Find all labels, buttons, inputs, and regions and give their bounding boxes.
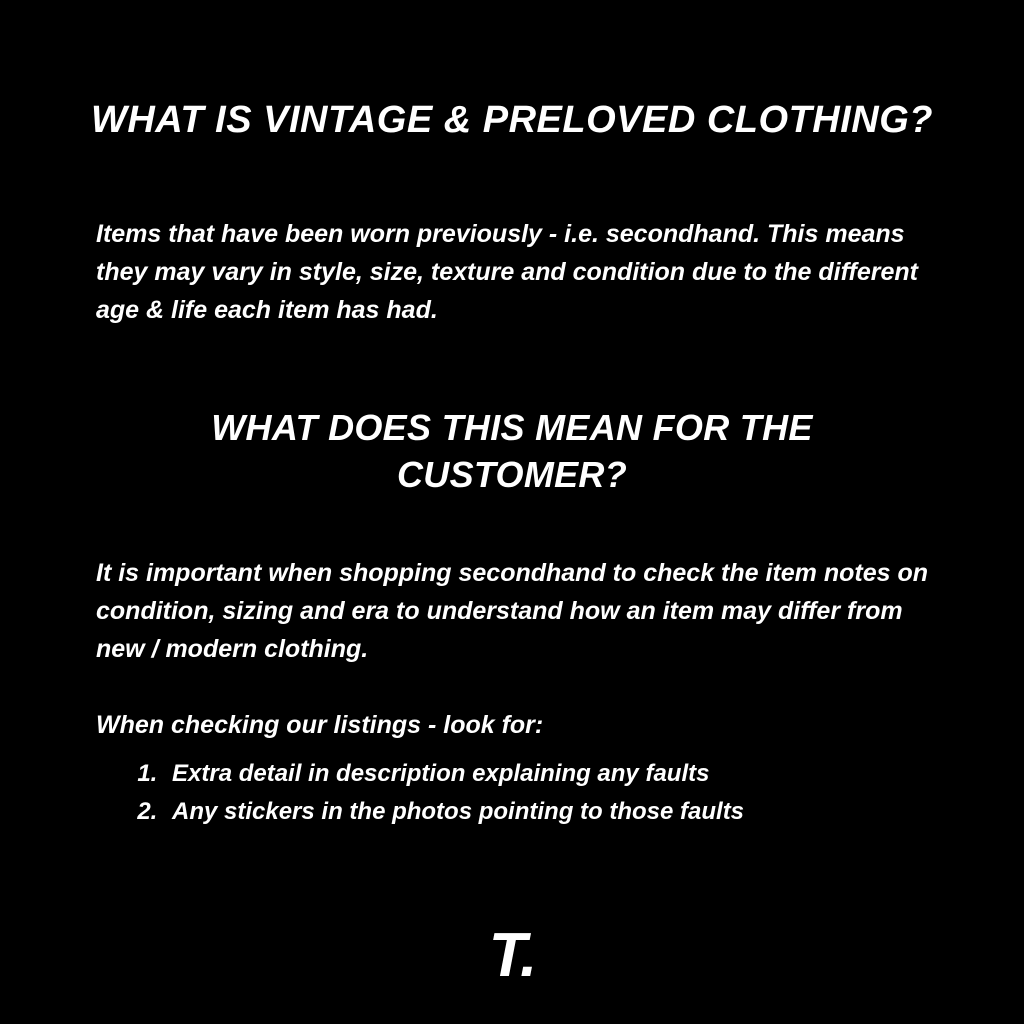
page-title: WHAT IS VINTAGE & PRELOVED CLOTHING? [90,99,934,142]
section-heading-customer: WHAT DOES THIS MEAN FOR THE CUSTOMER? [211,406,813,496]
list-item: 2. Any stickers in the photos pointing to those faults [164,793,984,831]
list-item: 1. Extra detail in description explaining any faults [164,755,984,793]
checklist-intro: When checking our listings - look for: [96,711,544,739]
intro-paragraph: Items that have been worn previously - i.e. secondhand. This means they may vary in style, size, texture and condition due to the different age & life each item has had. [96,220,918,324]
listing-checklist [122,755,984,831]
brand-logo: T. [488,921,536,990]
customer-paragraph: It is important when shopping secondhand to check the item notes on condition, sizing and era to understand how an item may differ from new / modern clothing. [96,559,929,663]
